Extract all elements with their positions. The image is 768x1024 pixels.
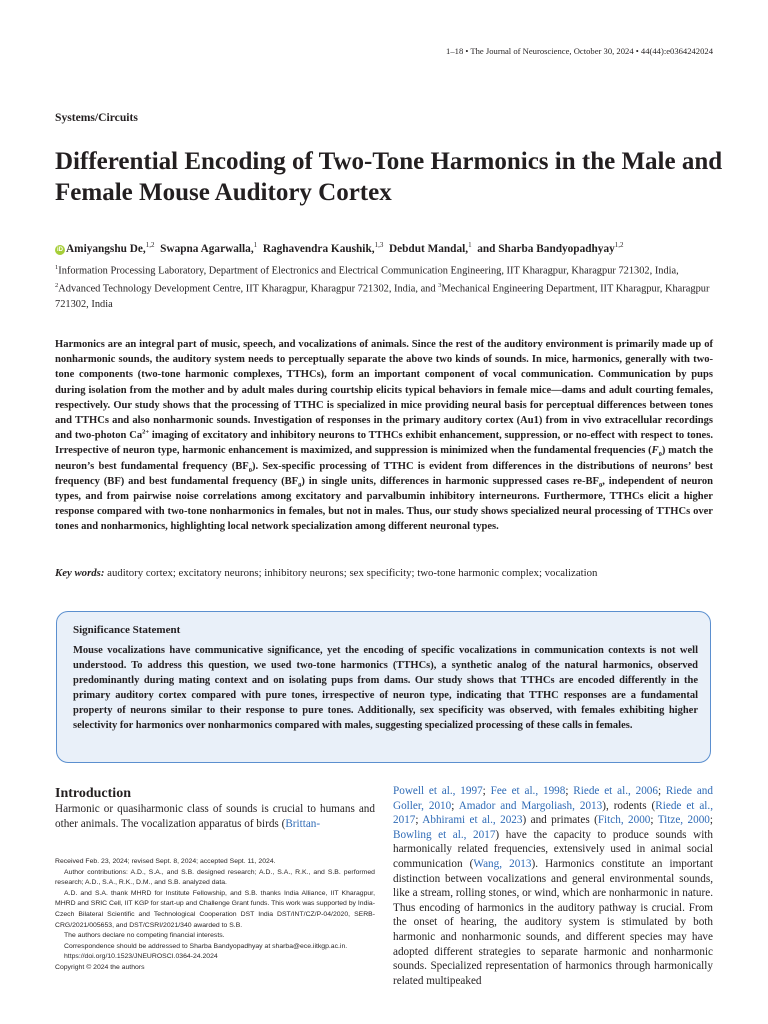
abstract-sub: 0 [598, 481, 603, 489]
abstract-sup: 2+ [142, 428, 150, 436]
abstract-text: Harmonics are an integral part of music, speech, and vocalizations of animals. Since the rest of the auditory environment is primarily made up of nonharmonic sounds, the auditory system needs to perceptually separate the above two kinds of sounds. In mice, harmonics, generally with two-tone components (two-tone harmonic complexes, TTHCs), form an important component of vocal communication. Communication by pups during isolation from the mother and by adult males during courtship elicits typical behaviors in female mice—dams and adult courting females, respectively. Our study shows that the processing of TTHC is specialized in mice providing neural basis for perceptual differences between tones and TTHCs and also nonharmonic sounds. Investigation of responses in the primary auditory cortex (Au1) from in vivo extracellular recordings and two-photon Ca [55, 339, 713, 442]
citation-link[interactable]: Abhirami et al., 2023 [422, 814, 523, 827]
affiliation-sup: 2 [55, 282, 59, 290]
running-header: 1–18 • The Journal of Neuroscience, October 30, 2024 • 44(44):e0364242024 [446, 46, 713, 56]
intro-text: ; [415, 814, 423, 827]
abstract [55, 337, 713, 535]
abstract-text: imaging of excitatory and inhibitory neurons to TTHCs exhibit enhancement, suppression, or no-effect with respect to tones. Irrespective of neuron type, harmonic enhancement is maximized, and suppression is minimized when the fundamental frequencies ( [55, 430, 713, 457]
intro-text: ; [657, 785, 666, 797]
significance-text: Mouse vocalizations have communicative significance, yet the encoding of specific vocalizations in communication contexts is not well understood. To address this question, we used two-tone harmonics (TTHCs), a synthetic analog of the natural harmonics, observed predominantly during mating context and on isolating pups from dams. Our study shows that TTHCs are encoded differently in the primary auditory cortex compared with pure tones, irrespective of neuron type, indicating that TTHC responses are a fundamental property of neurons similar to their response to pure tones. Additionally, sex specificity was observed, with females exhibiting higher selectivity for harmonics over nonharmonics compared with males, suggesting specialized processing of these calls in females. [73, 645, 698, 732]
abstract-text: ) in single units, differences in harmonic suppressed cases re-BF [301, 475, 599, 487]
affiliation-sup: 1 [55, 264, 59, 271]
author-affiliation-sup: 1,2 [614, 241, 624, 249]
intro-text: ) and primates ( [522, 814, 598, 827]
author-name: Debdut Mandal, [388, 242, 469, 255]
footnote-received: Received Feb. 23, 2024; revised Sept. 8, 2024; accepted Sept. 11, 2024. [55, 858, 276, 865]
author-name: Swapna Agarwalla, [160, 242, 254, 255]
orcid-icon[interactable]: iD [57, 246, 63, 253]
citation-link[interactable]: Riede et al., 2017 [393, 799, 714, 827]
keywords-text: auditory cortex; excitatory neurons; inhibitory neurons; sex specificity; two-tone harmonic complex; vocalization [104, 567, 598, 579]
footnote-correspondence: Correspondence should be addressed to Sharba Bandyopadhyay at sharba@ece.iitkgp.ac.in. [64, 942, 348, 950]
footnote-doi[interactable]: https://doi.org/10.1523/JNEUROSCI.0364-24.2024 [64, 953, 218, 961]
abstract-symbol: F [651, 445, 659, 457]
intro-right-column [393, 784, 713, 988]
author-affiliation-sup: 1,3 [374, 241, 384, 249]
abstract-sub: 0 [658, 451, 662, 459]
intro-text: ). Harmonics constitute an important distinction between vocalizations and general environmental sounds, like a stream, rolling stones, or wind, which are nonharmonic in nature. Thus encoding of harmonics in the auditory pathway is crucial. From the onset of hearing, the auditory system is stimulated by both harmonic and nonharmonic sounds, and different species may have adopted different strategies to separate harmonic and nonharmonic sounds. Specialized representation of harmonics through harmonically related multipeaked [393, 857, 713, 987]
author-name: Raghavendra Kaushik, [262, 242, 375, 255]
intro-text: ), rodents ( [602, 799, 656, 812]
intro-text: Harmonic or quasiharmonic class of sounds is crucial to humans and other animals. The vocalization apparatus of birds ( [55, 803, 375, 830]
article-title: Differential Encoding of Two-Tone Harmonics in the Male and Female Mouse Auditory Cortex [55, 148, 723, 206]
author-name: Amiyangshu De, [66, 242, 146, 255]
author-name: and Sharba Bandyopadhyay [477, 242, 615, 255]
keywords-label: Key words: [55, 567, 105, 579]
abstract-text: , independent of neuron types, and from pairwise noise correlations among excitatory and parvalbumin inhibitory interneurons. Furthermore, TTHCs elicit a higher response compared with two-tone nonharmonics in females, but not in males. Thus, our study shows specialized neural processing of TTHCs over tones and nonharmonics, highlighting local network specialization among different neuronal types. [55, 475, 713, 533]
citation-link[interactable]: Titze, 2000 [657, 814, 710, 827]
citation-link[interactable]: Fitch, 2000 [597, 814, 651, 827]
intro-heading: Introduction [55, 786, 131, 801]
abstract-sub: 0 [298, 481, 302, 489]
citation-link[interactable]: Powell et al., 1997 [393, 785, 483, 797]
affiliations [55, 260, 715, 312]
intro-text: ; [451, 799, 459, 812]
abstract-sub: 0 [248, 466, 252, 474]
intro-text: ; [565, 785, 574, 797]
footnote-copyright: Copyright © 2024 the authors [55, 963, 145, 971]
author-affiliation-sup: 1 [468, 241, 472, 249]
significance-box [56, 611, 711, 763]
citation-link[interactable]: Fee et al., 1998 [490, 785, 566, 797]
abstract-text: ) match the neuron’s best fundamental frequency (BF [55, 445, 713, 472]
affiliation-3: Mechanical Engineering Department, IIT Kharagpur, Kharagpur 721302, India [55, 283, 710, 310]
affiliation-1: Information Processing Laboratory, Department of Electronics and Electrical Communication Engineering, IIT Kharagpur, Kharagpur 721302, India, [58, 265, 679, 277]
citation-link[interactable]: Amador and Margoliash, 2013 [458, 799, 603, 812]
intro-text: ) have the capacity to produce sounds with harmonically related frequencies, extensively used in animal social communication ( [393, 828, 714, 870]
intro-text: ; [482, 785, 491, 797]
intro-text: ; [709, 814, 713, 827]
citation-link[interactable]: Brittan- [285, 817, 321, 830]
author-list [55, 238, 725, 256]
section-label: Systems/Circuits [55, 111, 138, 124]
significance-title: Significance Statement [73, 624, 181, 636]
intro-text: ; [650, 814, 658, 827]
keywords [55, 567, 715, 579]
footnote-funding: A.D. and S.A. thank MHRD for Institute Fellowship, and S.B. thanks India Alliance, IIT Kharagpur, MHRD and SRIC Cell, IIT KGP for start-up and Challenge Grant funds. This work was supported by India-Czech Bilateral Scientific and Technological Cooperation DST India DST/INT/CZ/P-04/2020, SERB-CRG/2021/005653, and DST/CSRI/2021/340 awarded to S.B. [55, 889, 375, 929]
citation-link[interactable]: Riede and Goller, 2010 [393, 785, 713, 812]
abstract-text: ). Sex-specific processing of TTHC is evident from differences in the distributions of neurons’ best frequency (BF) and best fundamental frequency (BF [55, 460, 713, 487]
author-affiliation-sup: 1 [253, 241, 258, 249]
affiliation-2: Advanced Technology Development Centre, IIT Kharagpur, Kharagpur 721302, India, and [58, 283, 439, 295]
intro-left-column [55, 802, 375, 831]
citation-link[interactable]: Bowling et al., 2017 [393, 828, 496, 841]
footnote-contributions: Author contributions: A.D., S.A., and S.B. designed research; A.D., S.A., R.K., and S.B. performed research; A.D., S.A., R.K., D.M., and S.B. analyzed data. [55, 868, 375, 887]
affiliation-sup: 3 [438, 282, 442, 290]
citation-link[interactable]: Wang, 2013 [473, 857, 532, 870]
footnotes [55, 857, 375, 974]
citation-link[interactable]: Riede et al., 2006 [573, 785, 658, 797]
footnote-competing: The authors declare no competing financial interests. [64, 932, 225, 940]
author-affiliation-sup: 1,2 [145, 241, 155, 249]
